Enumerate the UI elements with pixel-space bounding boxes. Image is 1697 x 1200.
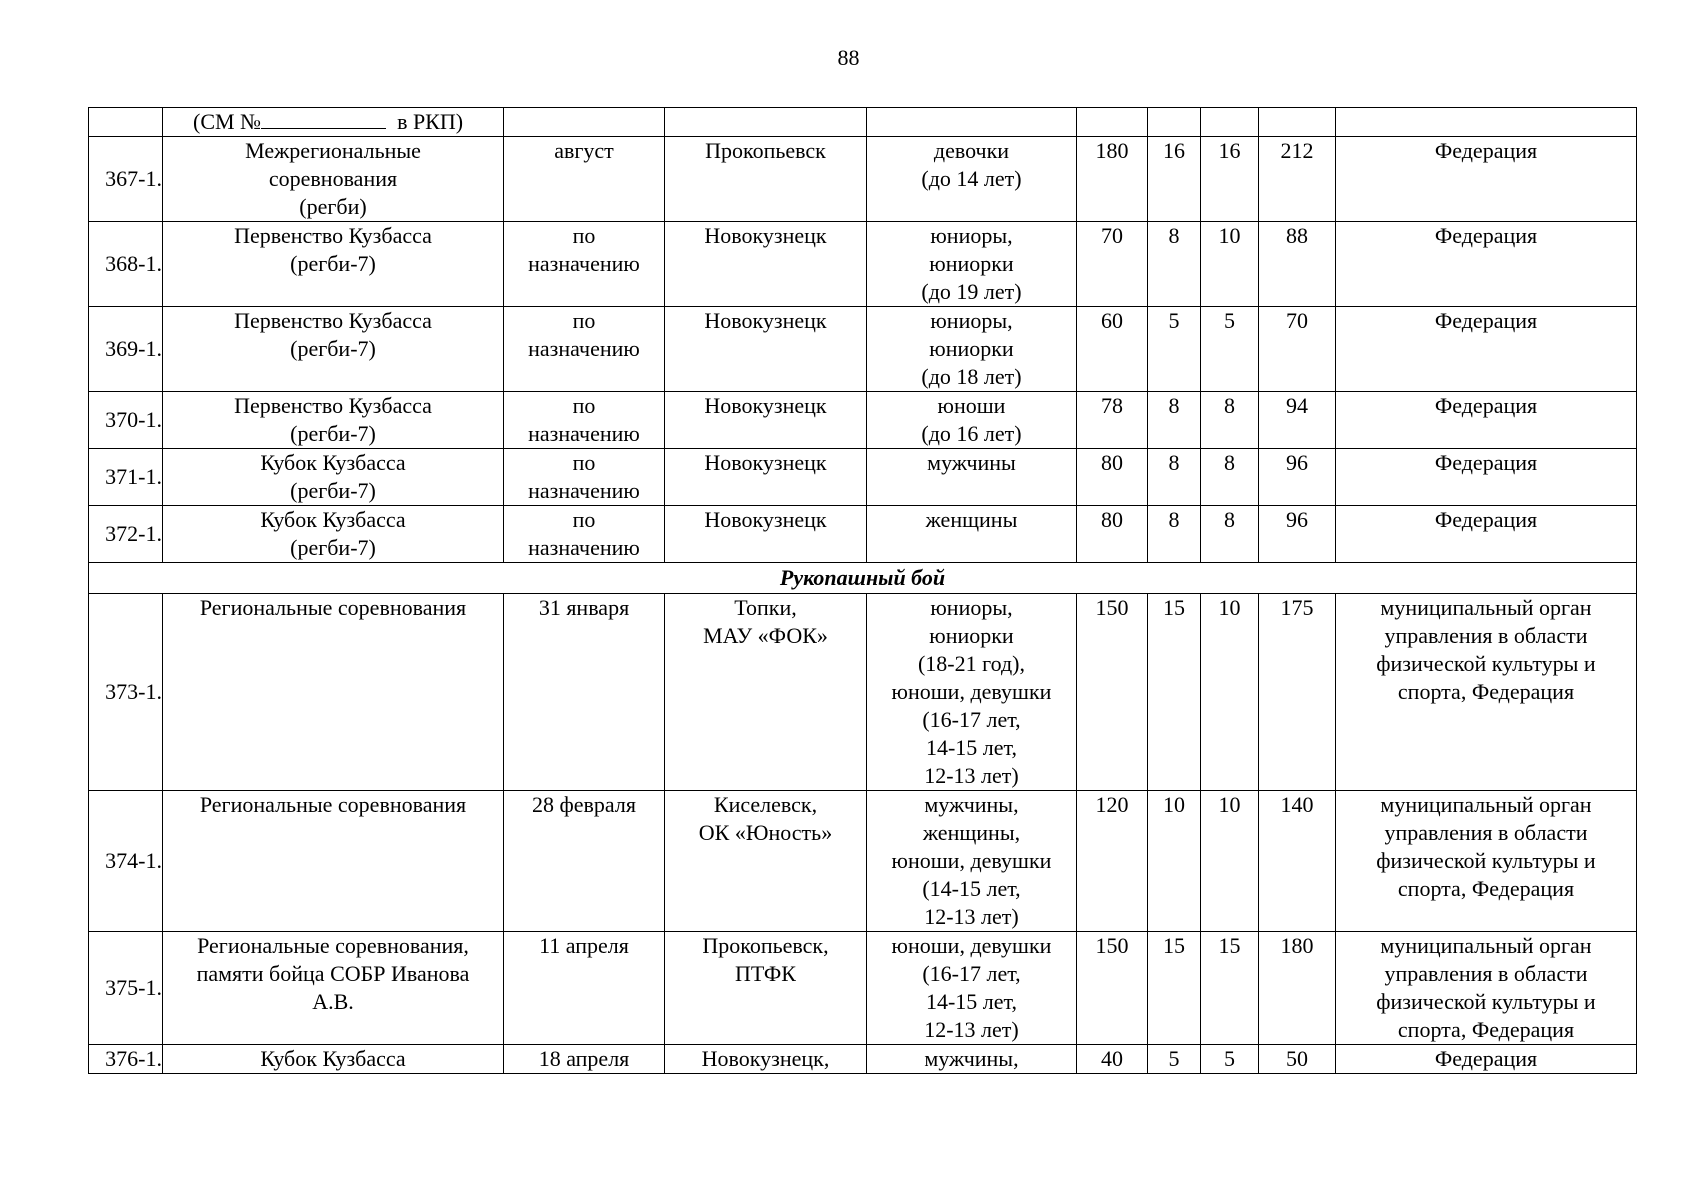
cell-group: мужчины,	[867, 1045, 1077, 1074]
cell-c4: 180	[1259, 932, 1336, 1045]
cell-date	[504, 108, 665, 137]
cell-place: Топки, МАУ «ФОК»	[665, 594, 867, 791]
cell-c3: 15	[1201, 932, 1259, 1045]
sm-suffix: в РКП)	[397, 109, 464, 134]
cell-date: по назначению	[504, 307, 665, 392]
cell-c4: 175	[1259, 594, 1336, 791]
cell-c1: 70	[1077, 222, 1148, 307]
cell-place: Прокопьевск	[665, 137, 867, 222]
cell-name: Первенство Кузбасса (регби-7)	[163, 222, 504, 307]
cell-name: Межрегиональные соревнования (регби)	[163, 137, 504, 222]
cell-c4: 50	[1259, 1045, 1336, 1074]
cell-place: Новокузнецк	[665, 506, 867, 563]
cell-place: Новокузнецк	[665, 449, 867, 506]
cell-org: муниципальный орган управления в области физической культуры и спорта, Федерация	[1336, 932, 1637, 1045]
cell-name	[163, 108, 504, 137]
table-row	[89, 594, 1637, 791]
cell-c2: 5	[1148, 307, 1201, 392]
cell-c2: 15	[1148, 594, 1201, 791]
cell-c3: 8	[1201, 392, 1259, 449]
cell-num: 369-1.	[89, 307, 163, 392]
cell-c3: 10	[1201, 791, 1259, 932]
cell-c2: 16	[1148, 137, 1201, 222]
cell-group: юниоры, юниорки (до 18 лет)	[867, 307, 1077, 392]
cell-c4: 212	[1259, 137, 1336, 222]
cell-c3	[1201, 108, 1259, 137]
cell-num	[89, 108, 163, 137]
cell-group: юниоры, юниорки (до 19 лет)	[867, 222, 1077, 307]
cell-date: 31 января	[504, 594, 665, 791]
cell-group: юноши, девушки (16-17 лет, 14-15 лет, 12-13 лет)	[867, 932, 1077, 1045]
cell-c2: 10	[1148, 791, 1201, 932]
cell-date: по назначению	[504, 392, 665, 449]
cell-c1: 78	[1077, 392, 1148, 449]
cell-c4: 140	[1259, 791, 1336, 932]
cell-c4	[1259, 108, 1336, 137]
cell-num: 368-1.	[89, 222, 163, 307]
cell-group	[867, 108, 1077, 137]
cell-c4: 96	[1259, 449, 1336, 506]
cell-place: Новокузнецк,	[665, 1045, 867, 1074]
cell-num: 371-1.	[89, 449, 163, 506]
table-body	[89, 108, 1637, 1074]
cell-org: Федерация	[1336, 222, 1637, 307]
sm-prefix: (СМ №	[193, 109, 262, 134]
cell-c3: 8	[1201, 449, 1259, 506]
cell-c1: 150	[1077, 594, 1148, 791]
cell-name: Региональные соревнования	[163, 594, 504, 791]
table-row	[89, 506, 1637, 563]
cell-num: 370-1.	[89, 392, 163, 449]
cell-place: Новокузнецк	[665, 392, 867, 449]
cell-num: 375-1.	[89, 932, 163, 1045]
cell-c2: 5	[1148, 1045, 1201, 1074]
cell-c2: 8	[1148, 392, 1201, 449]
cell-c2: 8	[1148, 506, 1201, 563]
cell-name: Региональные соревнования	[163, 791, 504, 932]
table-row	[89, 137, 1637, 222]
cell-name: Первенство Кузбасса (регби-7)	[163, 307, 504, 392]
cell-c1: 120	[1077, 791, 1148, 932]
cell-c1: 180	[1077, 137, 1148, 222]
cell-date: по назначению	[504, 449, 665, 506]
cell-place: Новокузнецк	[665, 222, 867, 307]
section-row	[89, 563, 1637, 594]
cell-org: Федерация	[1336, 449, 1637, 506]
cell-c3: 8	[1201, 506, 1259, 563]
continuation-row	[89, 108, 1637, 137]
cell-group: мужчины, женщины, юноши, девушки (14-15 лет, 12-13 лет)	[867, 791, 1077, 932]
cell-group: юниоры, юниорки (18-21 год), юноши, девушки (16-17 лет, 14-15 лет, 12-13 лет)	[867, 594, 1077, 791]
cell-num: 376-1.	[89, 1045, 163, 1074]
table-row	[89, 1045, 1637, 1074]
cell-c1: 80	[1077, 449, 1148, 506]
cell-date: по назначению	[504, 506, 665, 563]
table-row	[89, 932, 1637, 1045]
cell-c3: 10	[1201, 222, 1259, 307]
cell-place: Киселевск, ОК «Юность»	[665, 791, 867, 932]
cell-c1: 40	[1077, 1045, 1148, 1074]
table-row	[89, 449, 1637, 506]
cell-name: Региональные соревнования, памяти бойца СОБР Иванова А.В.	[163, 932, 504, 1045]
cell-c3: 5	[1201, 1045, 1259, 1074]
cell-name: Первенство Кузбасса (регби-7)	[163, 392, 504, 449]
cell-place: Новокузнецк	[665, 307, 867, 392]
cell-c3: 16	[1201, 137, 1259, 222]
cell-num: 367-1.	[89, 137, 163, 222]
cell-c2	[1148, 108, 1201, 137]
cell-num: 373-1.	[89, 594, 163, 791]
cell-org: Федерация	[1336, 137, 1637, 222]
cell-c4: 88	[1259, 222, 1336, 307]
cell-group: мужчины	[867, 449, 1077, 506]
sm-blank	[261, 108, 386, 129]
cell-c2: 8	[1148, 222, 1201, 307]
cell-group: юноши (до 16 лет)	[867, 392, 1077, 449]
cell-org: муниципальный орган управления в области физической культуры и спорта, Федерация	[1336, 791, 1637, 932]
cell-org	[1336, 108, 1637, 137]
cell-org: Федерация	[1336, 307, 1637, 392]
cell-date: август	[504, 137, 665, 222]
cell-name: Кубок Кузбасса (регби-7)	[163, 506, 504, 563]
cell-c4: 94	[1259, 392, 1336, 449]
cell-c2: 15	[1148, 932, 1201, 1045]
page-number: 88	[837, 45, 860, 70]
table-row	[89, 791, 1637, 932]
table-row	[89, 392, 1637, 449]
cell-date: 18 апреля	[504, 1045, 665, 1074]
cell-org: Федерация	[1336, 1045, 1637, 1074]
cell-date: по назначению	[504, 222, 665, 307]
cell-c3: 5	[1201, 307, 1259, 392]
cell-place	[665, 108, 867, 137]
cell-name: Кубок Кузбасса (регби-7)	[163, 449, 504, 506]
cell-group: женщины	[867, 506, 1077, 563]
cell-c3: 10	[1201, 594, 1259, 791]
cell-org: Федерация	[1336, 392, 1637, 449]
competition-schedule-table	[88, 107, 1637, 1074]
cell-place: Прокопьевск, ПТФК	[665, 932, 867, 1045]
cell-c4: 96	[1259, 506, 1336, 563]
cell-c2: 8	[1148, 449, 1201, 506]
cell-date: 11 апреля	[504, 932, 665, 1045]
table-row	[89, 307, 1637, 392]
cell-c1: 80	[1077, 506, 1148, 563]
section-title: Рукопашный бой	[89, 563, 1637, 594]
cell-group: девочки (до 14 лет)	[867, 137, 1077, 222]
cell-c1	[1077, 108, 1148, 137]
cell-num: 372-1.	[89, 506, 163, 563]
cell-org: муниципальный орган управления в области физической культуры и спорта, Федерация	[1336, 594, 1637, 791]
cell-name: Кубок Кузбасса	[163, 1045, 504, 1074]
cell-org: Федерация	[1336, 506, 1637, 563]
table-row	[89, 222, 1637, 307]
cell-date: 28 февраля	[504, 791, 665, 932]
cell-c1: 60	[1077, 307, 1148, 392]
cell-c1: 150	[1077, 932, 1148, 1045]
cell-c4: 70	[1259, 307, 1336, 392]
cell-num: 374-1.	[89, 791, 163, 932]
